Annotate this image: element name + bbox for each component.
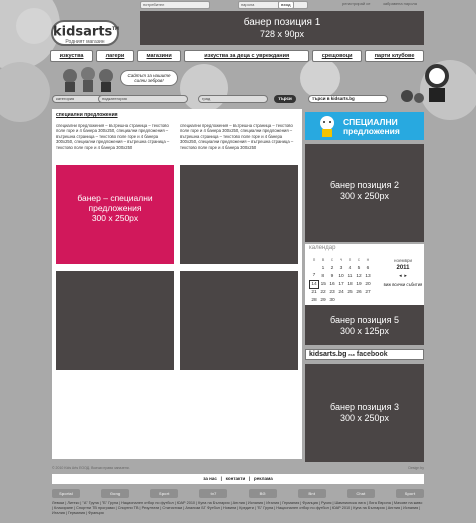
weekday-label: н [366, 257, 370, 263]
banner-3-size: 300 x 250px [339, 413, 390, 423]
partner-logos [52, 486, 424, 500]
subcategory-select[interactable]: подкатегория [98, 95, 188, 103]
calendar-day[interactable]: 5 [357, 265, 361, 271]
banner-2-size: 300 x 250px [339, 191, 390, 201]
facebook-link[interactable] [305, 349, 424, 360]
partner-logo[interactable]: Sportal [52, 489, 80, 498]
weekday-label: п [312, 257, 316, 263]
speech-bubble [120, 70, 178, 86]
weekday-label: ч [339, 257, 343, 263]
login-bar [140, 1, 424, 9]
calendar-day[interactable]: 17 [338, 281, 344, 287]
calendar-day[interactable]: 18 [347, 281, 353, 287]
calendar-grid [309, 256, 373, 304]
calendar-day[interactable] [355, 296, 364, 304]
promo-subtitle: предложения [88, 203, 142, 213]
calendar-day[interactable]: 16 [329, 281, 335, 287]
footer-link-about[interactable]: за нас [203, 476, 217, 481]
site-logo[interactable] [51, 20, 119, 46]
banner-2-title: банер позиция 2 [330, 180, 399, 190]
username-input[interactable]: потребител [140, 1, 210, 9]
bg-circle [180, 64, 228, 112]
kids-illustration-left [60, 64, 120, 94]
calendar-day[interactable]: 24 [338, 289, 344, 295]
banner-1-title: банер позиция 1 [243, 17, 321, 28]
special-offers-header[interactable] [305, 112, 424, 140]
calendar-nav-arrows[interactable] [383, 273, 423, 279]
banner-5-size: 300 x 125px [339, 326, 390, 336]
fb-in-label: във [348, 352, 355, 357]
calendar-day[interactable]: 12 [356, 273, 362, 279]
intro-text-left: специални предложения – вътрешна страница – текстово поле горе и 4 банера 300x250, специални предложения – вътрешна страница – текстово поле горе и 4 банера 300x250, специални предложения – вътрешна страница – текстово поле горе и 4 банера 300x250 [56, 123, 170, 150]
banner-position-2[interactable] [305, 144, 424, 242]
intro-text-right: специални предложения – вътрешна страница – текстово поле горе и 4 банера 300x250, специални предложения – вътрешна страница – текстово поле горе и 4 банера 300x250, специални предложения – вътрешна страница – текстово поле горе и 4 банера 300x250 [180, 123, 294, 150]
banner-1-size: 728 x 90px [259, 29, 305, 39]
main-nav [50, 50, 424, 62]
calendar-day[interactable]: 29 [320, 297, 326, 303]
calendar-day[interactable]: 22 [320, 289, 326, 295]
kid-mascot-icon [317, 115, 337, 137]
banner-position-1[interactable] [140, 11, 424, 45]
all-events-link[interactable]: виж всички събития [383, 282, 423, 287]
weekday-label: п [348, 257, 352, 263]
calendar-day[interactable]: 9 [330, 273, 334, 279]
calendar-day[interactable] [310, 264, 319, 272]
forgot-password-link[interactable]: забравена парола [383, 1, 417, 6]
nav-item-disabilities[interactable]: изкуства за деца с увреждания [184, 50, 309, 62]
calendar-day[interactable]: 15 [320, 281, 326, 287]
calendar-day[interactable]: 27 [365, 289, 371, 295]
footer-link-contacts[interactable]: контакти [225, 476, 246, 481]
promo-banner-4[interactable] [180, 271, 298, 370]
search-input[interactable]: търси в kidsarts.bg [308, 95, 388, 103]
calendar-day[interactable]: 25 [347, 289, 353, 295]
promo-banner-2[interactable] [180, 165, 298, 264]
search-bar [52, 95, 424, 104]
calendar-day-today[interactable]: 14 [311, 281, 317, 287]
calendar-day[interactable]: 3 [339, 265, 343, 271]
partner-logo[interactable]: BG [249, 489, 277, 498]
partner-logo[interactable]: Chat [347, 489, 375, 498]
password-input[interactable]: парола [238, 1, 308, 9]
nav-item-shops[interactable]: магазини [137, 50, 181, 62]
calendar-day[interactable]: 7 [312, 273, 316, 279]
calendar-day[interactable]: 11 [347, 273, 353, 279]
copyright-text: © 2010 Kids Arts ЕООД. Всички права запазени. [52, 466, 130, 470]
nav-item-meetings[interactable]: срещовоци [312, 50, 362, 62]
promo-size: 300 x 250px [91, 213, 139, 223]
main-content [52, 109, 302, 459]
city-select[interactable]: град [198, 95, 268, 103]
calendar-day[interactable]: 19 [356, 281, 362, 287]
bubble-line-1: Сайтът за нашите [127, 73, 171, 78]
calendar-day[interactable]: 21 [311, 289, 317, 295]
calendar-day[interactable]: 6 [366, 265, 370, 271]
login-button[interactable]: вход [278, 1, 294, 9]
calendar-day[interactable]: 4 [348, 265, 352, 271]
weekday-label: с [330, 257, 334, 263]
fb-site-name: kidsarts.bg [309, 351, 347, 358]
promo-banner-1[interactable] [56, 165, 174, 264]
prev-month-icon[interactable]: ◂ [399, 273, 402, 279]
register-link[interactable]: регистрирай се [342, 1, 371, 6]
category-select[interactable]: категория [52, 95, 112, 103]
calendar-day[interactable]: 2 [330, 265, 334, 271]
event-calendar [305, 244, 424, 310]
nav-item-camps[interactable]: лагери [96, 50, 134, 62]
partner-logo[interactable]: Bnt [298, 489, 326, 498]
calendar-day[interactable]: 10 [338, 273, 344, 279]
partner-logo[interactable]: Sport [150, 489, 178, 498]
design-credit[interactable]: Design by [408, 466, 424, 470]
copyright-line [52, 466, 424, 471]
calendar-day[interactable]: 30 [329, 297, 335, 303]
calendar-title: календар [309, 245, 336, 251]
partner-logo[interactable]: Gong [101, 489, 129, 498]
footer-links[interactable]: Левски | Литекс | "А" Група | "Б" Група | Национален отбор по футбол | ЮАР 2010 | Купа на България | Англия | Испания | Италия | Германия | Франция | Русия | Шампионска лига | Лига Европа | Мачове на живо | Класиране | Спортни ТВ програми | Спортни ТВ | Резултати | Статистики | Анализи БГ Футбол | Новини | Кредити | "Б" Група | Национален отбор по футбол | ЮАР 2010 | Купа на България | Англия | Испания | Италия | Германия | Франция [52, 501, 423, 515]
bubble-line-2: силни зебров! [134, 78, 164, 83]
partner-logo[interactable]: tv7 [199, 489, 227, 498]
footer-link-advertising[interactable]: реклама [254, 476, 273, 481]
banner-position-3[interactable] [305, 364, 424, 462]
calendar-day[interactable]: 8 [321, 273, 325, 279]
calendar-day[interactable] [337, 296, 346, 304]
bg-circle [16, 8, 52, 44]
partner-logo[interactable]: Sport [396, 489, 424, 498]
calendar-day[interactable] [346, 296, 355, 304]
special-offers-subtitle: предложения [343, 126, 400, 136]
logo-text: kidsarts™ [53, 24, 119, 40]
search-button[interactable]: търси [274, 95, 296, 103]
calendar-day[interactable]: 23 [329, 289, 335, 295]
nav-item-arts[interactable]: изкуства [50, 50, 93, 62]
calendar-day[interactable] [364, 296, 373, 304]
next-month-icon[interactable]: ▸ [404, 273, 407, 279]
calendar-month: ноември [394, 258, 412, 263]
section-title: специални предложения [56, 112, 118, 118]
facebook-logo: facebook [356, 351, 388, 358]
calendar-month-panel [383, 258, 423, 287]
bg-circle [0, 62, 50, 122]
bg-circle [300, 58, 340, 98]
calendar-day[interactable]: 26 [356, 289, 362, 295]
weekday-label: с [357, 257, 361, 263]
footer-menu: за нас | контакти | реклама [52, 474, 424, 484]
banner-position-5[interactable] [305, 305, 424, 345]
weekday-label: в [321, 257, 325, 263]
promo-title: банер – специални [77, 193, 153, 203]
logo-slogan: Родният магазин [65, 39, 105, 46]
calendar-day[interactable]: 1 [321, 265, 325, 271]
calendar-day[interactable]: 28 [311, 297, 317, 303]
calendar-day[interactable]: 13 [365, 273, 371, 279]
calendar-year: 2011 [396, 265, 410, 271]
banner-5-title: банер позиция 5 [330, 315, 399, 325]
promo-banner-3[interactable] [56, 271, 174, 370]
special-offers-title: СПЕЦИАЛНИ [343, 117, 398, 127]
nav-item-party-clubs[interactable]: парти клубове [365, 50, 424, 62]
calendar-day[interactable]: 20 [365, 281, 371, 287]
banner-3-title: банер позиция 3 [330, 402, 399, 412]
